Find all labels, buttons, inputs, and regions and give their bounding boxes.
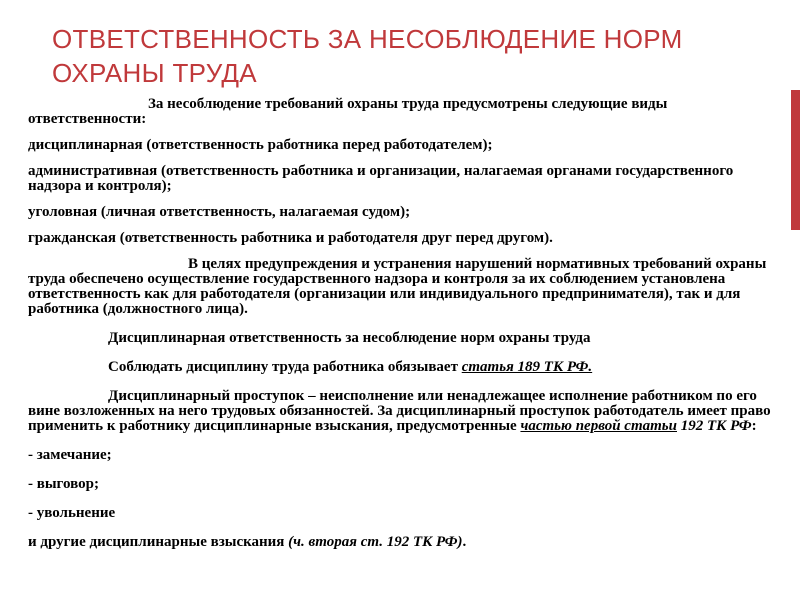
list-item-administrative: административная (ответственность работника и организации, налагаемая органами государственного надзора и контроля); <box>28 163 734 194</box>
disciplinary-heading: Дисциплинарная ответственность за несоблюдение норм охраны труда <box>108 330 591 346</box>
penalty-reprimand: - выговор; <box>28 476 99 492</box>
prevention-paragraph: В целях предупреждения и устранения нарушений нормативных требований охраны труда обеспечено осуществление государственного надзора и контроля за их соблюдением установлена ответственность как для работодателя (организации или индивидуального предпринимателя), так и для работника (должностного лица). <box>28 256 767 317</box>
intro-paragraph: За несоблюдение требований охраны труда предусмотрены следующие виды ответственности: <box>28 96 668 127</box>
penalty-dismissal: - увольнение <box>28 505 116 521</box>
misconduct-reference: частью первой статьи <box>520 418 677 434</box>
obligation-paragraph <box>28 360 773 375</box>
list-item-civil: гражданская (ответственность работника и работодателя друг перед другом). <box>28 230 553 246</box>
slide-title: ОТВЕТСТВЕННОСТЬ ЗА НЕСОБЛЮДЕНИЕ НОРМ ОХРАНЫ ТРУДА <box>52 24 683 88</box>
misconduct-text: Дисциплинарный проступок – неисполнение или ненадлежащее исполнение работником по его вине возложенных на него трудовых обязанностей. За дисциплинарный проступок работодатель имеет право применить к работнику дисциплинарные взыскания, предусмотренные <box>28 388 771 434</box>
list-item-criminal: уголовная (личная ответственность, налагаемая судом); <box>28 204 411 220</box>
list-item-disciplinary: дисциплинарная (ответственность работника перед работодателем); <box>28 137 493 153</box>
accent-bar <box>791 90 800 230</box>
other-reference: (ч. вторая ст. 192 ТК РФ) <box>288 534 463 550</box>
other-end: . <box>462 534 467 550</box>
misconduct-paragraph <box>28 389 773 434</box>
misconduct-end: : <box>751 418 757 434</box>
slide-body <box>28 97 773 550</box>
penalty-remark: - замечание; <box>28 447 112 463</box>
obligation-reference: статья 189 ТК РФ. <box>461 359 593 375</box>
obligation-text: Соблюдать дисциплину труда работника обязывает <box>108 359 462 375</box>
other-penalties-paragraph <box>28 535 773 550</box>
misconduct-reference-article: 192 ТК РФ <box>677 418 752 434</box>
other-text: и другие дисциплинарные взыскания <box>28 534 289 550</box>
